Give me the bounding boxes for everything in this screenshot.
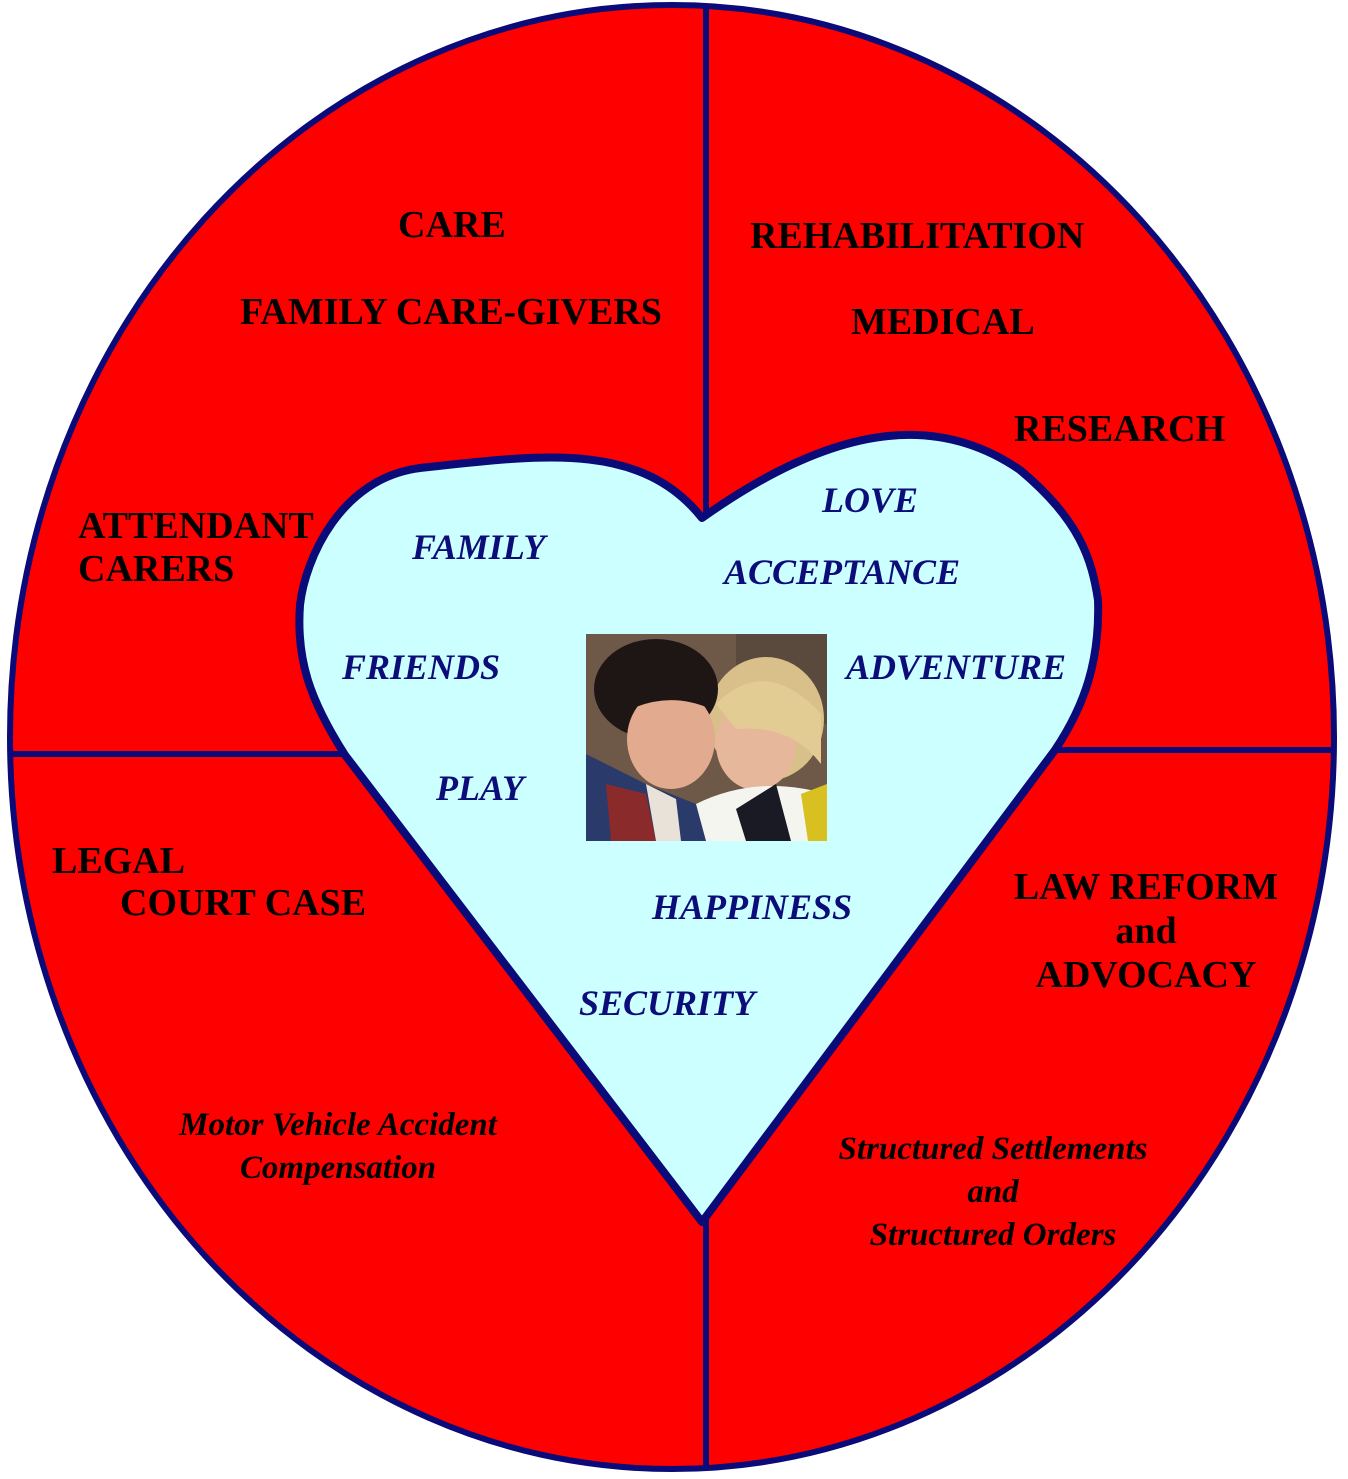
heart-word-security: SECURITY [579, 983, 756, 1023]
heart-word-acceptance: ACCEPTANCE [724, 552, 961, 592]
settlements-note-line3: Structured Orders [869, 1216, 1117, 1253]
heart-word-play: PLAY [436, 768, 524, 808]
heart-word-love: LOVE [822, 480, 919, 520]
heart-word-adventure: ADVENTURE [846, 647, 1067, 687]
law-reform-advocacy-label [1008, 865, 1284, 997]
settlements-note-line1: Structured Settlements [838, 1131, 1148, 1167]
court-case-label: COURT CASE [120, 882, 367, 924]
family-care-givers-label: FAMILY CARE-GIVERS [240, 291, 662, 333]
mva-note-line2: Compensation [239, 1149, 437, 1186]
family-photo [586, 634, 827, 841]
care-label: CARE [398, 204, 506, 246]
heart-word-friends: FRIENDS [342, 647, 501, 687]
carers-label: CARERS [78, 548, 235, 590]
rehabilitation-label: REHABILITATION [750, 215, 1085, 257]
and-line: and [1115, 910, 1177, 953]
law-reform-line: LAW REFORM [1013, 866, 1279, 908]
advocacy-line: ADVOCACY [1035, 954, 1257, 997]
medical-label: MEDICAL [851, 301, 1035, 343]
mva-compensation-note [150, 1104, 526, 1190]
attendant-label: ATTENDANT [78, 505, 314, 547]
heart-word-family: FAMILY [412, 527, 546, 567]
legal-label: LEGAL [52, 840, 186, 882]
photo-illustration [586, 634, 827, 841]
structured-settlements-note [812, 1128, 1174, 1257]
settlements-note-line2: and [967, 1173, 1019, 1210]
mva-note-line1: Motor Vehicle Accident [179, 1107, 497, 1143]
heart-word-happiness: HAPPINESS [652, 887, 853, 927]
research-label: RESEARCH [1014, 408, 1226, 450]
